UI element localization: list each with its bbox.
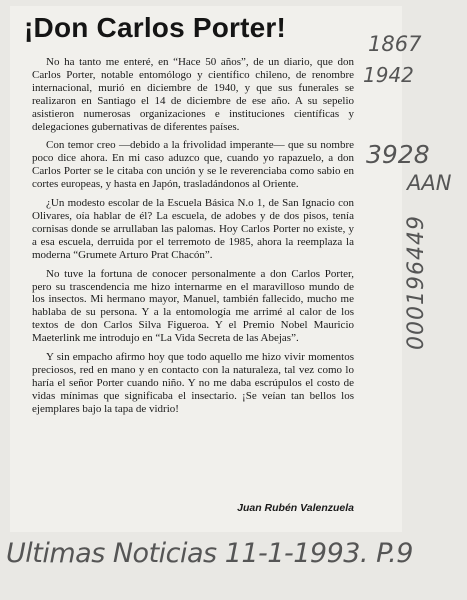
article-body: [32, 56, 354, 422]
article-paragraph: Y sin empacho afirmo hoy que todo aquello me hizo vivir momentos preciosos, red en mano y en contacto con la naturaleza, tal vez como lo haría el señor Porter cuando niño. Y no me daba escrúpulos el costo de vidas mínimas que significaba el insectario. ¡Se veían tan bellos los ejemplares bajo la tapa de vidrio!: [32, 351, 354, 415]
handwritten-year-1: 1867: [368, 32, 422, 56]
handwritten-catalog-id: 000196449: [404, 215, 429, 350]
handwritten-code: AAN: [407, 171, 452, 195]
article-paragraph: No tuve la fortuna de conocer personalmente a don Carlos Porter, pero su trascendencia me hizo internarme en el maravilloso mundo de los insectos. Mi hermano mayor, Manuel, también fallecido, mucho me hablaba de su persona. Y a la entomología me arrimé al calor de los textos de don Carlos Silva Figueroa. Y el Premio Nobel Mauricio Maeterlink me introdujo en “La Vida Secreta de las Abejas”.: [32, 267, 354, 345]
newspaper-clipping: [10, 6, 402, 532]
article-paragraph: ¿Un modesto escolar de la Escuela Básica N.o 1, de San Ignacio con Olivares, oía hablar de él? La escuela, de adobes y de dos pisos, tenía cornisas donde se arrullaban las palomas. Hoy Carlos Porter no existe, y a esa escuela, derruida por el terremoto de 1985, ahora la reemplaza la moderna “Grumete Arturo Prat Chacón”.: [32, 197, 354, 261]
handwritten-source-line: Ultimas Noticias 11-1-1993. P.9: [6, 538, 413, 569]
article-title: ¡Don Carlos Porter!: [24, 12, 287, 43]
article-paragraph: No ha tanto me enteré, en “Hace 50 años”, de un diario, que don Carlos Porter, notable entomólogo y científico chileno, de renombre internacional, murió en diciembre de 1940, y que sus funerales se realizaron en Santiago el 14 de diciembre de ese año. A su sepelio asistieron numerosas organizaciones e instituciones científicas y delegaciones gubernativas de diferentes países.: [32, 56, 354, 133]
handwritten-number: 3928: [366, 140, 430, 169]
handwritten-year-2: 1942: [363, 63, 414, 87]
author-signature: Juan Rubén Valenzuela: [237, 502, 354, 514]
article-paragraph: Con temor creo —debido a la frivolidad imperante— que su nombre poco dice ahora. En mi caso aduzco que, cuando yo rapazuelo, a don Carlos Porter se le citaba con unción y se le reverenciaba como sabio en cortes europeas, y hasta en Japón, trasladándonos al Oriente.: [32, 139, 354, 191]
